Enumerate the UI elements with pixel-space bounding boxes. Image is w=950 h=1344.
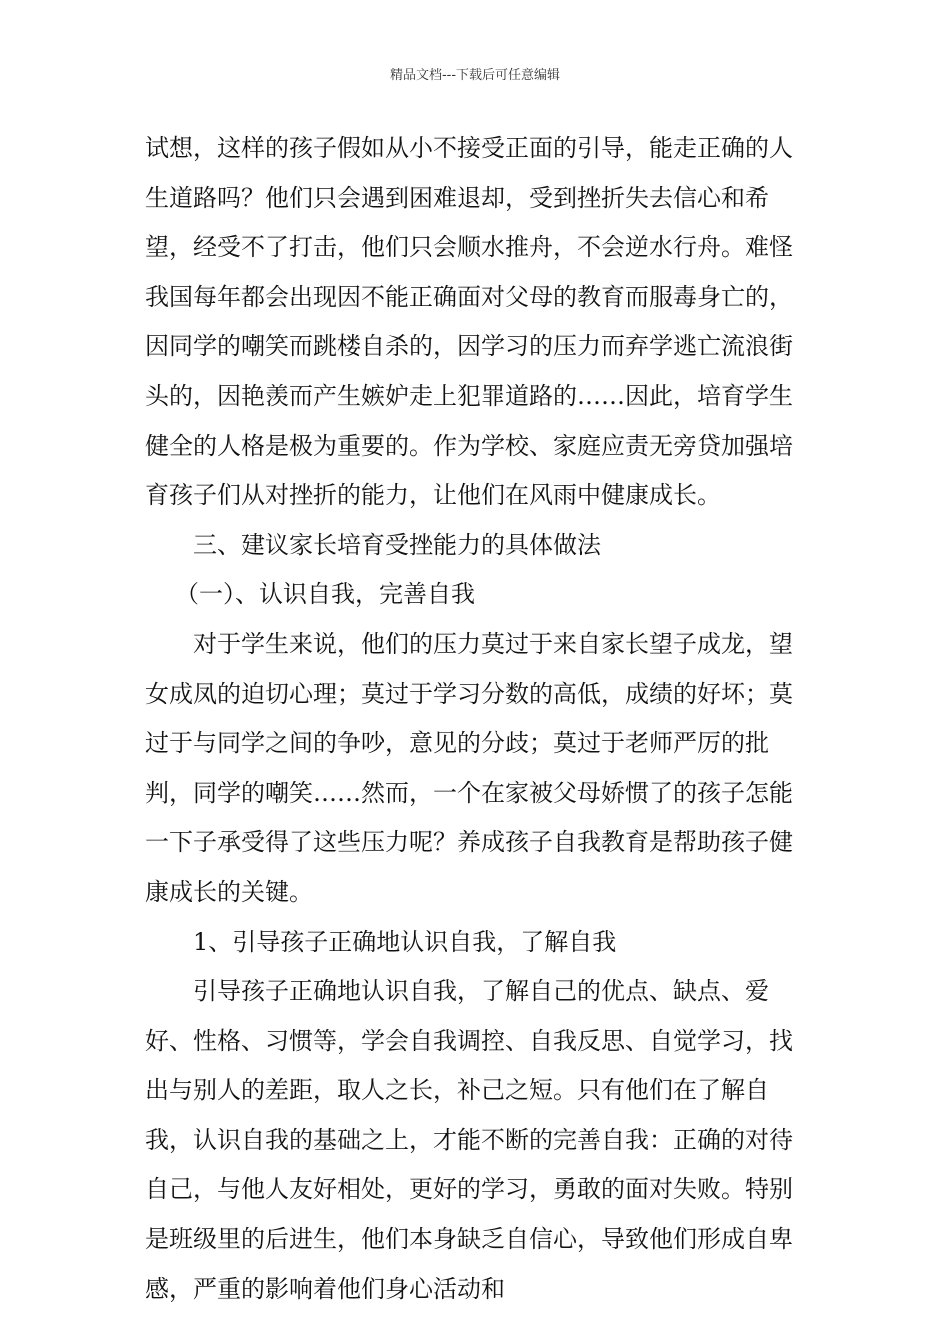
document-body — [145, 124, 815, 1314]
paragraph: 引导孩子正确地认识自我，了解自己的优点、缺点、爱好、性格、习惯等，学会自我调控、自我反思、自觉学习，找出与别人的差距，取人之长，补己之短。只有他们在了解自我，认识自我的基础之上，才能不断的完善自我：正确的对待自己，与他人友好相处，更好的学习，勇敢的面对失败。特别是班级里的后进生，他们本身缺乏自信心，导致他们形成自卑感，严重的影响着他们身心活动和 — [145, 977, 793, 1303]
subsection-heading: （一）、认识自我，完善自我 — [175, 580, 475, 609]
point-heading: 1、引导孩子正确地认识自我，了解自我 — [193, 927, 617, 956]
paragraph: 对于学生来说，他们的压力莫过于来自家长望子成龙，望女成凤的迫切心理；莫过于学习分数的高低，成绩的好坏；莫过于与同学之间的争吵，意见的分歧；莫过于老师严厉的批判，同学的嘲笑……然而，一个在家被父母娇惯了的孩子怎能一下子承受得了这些压力呢？养成孩子自我教育是帮助孩子健康成长的关键。 — [145, 629, 793, 906]
page-header: 精品文档---下载后可任意编辑 — [389, 68, 561, 83]
paragraph-continuation: 试想，这样的孩子假如从小不接受正面的引导，能走正确的人生道路吗？他们只会遇到困难退却，受到挫折失去信心和希望，经受不了打击，他们只会顺水推舟，不会逆水行舟。难怪我国每年都会出现因不能正确面对父母的教育而服毒身亡的，因同学的嘲笑而跳楼自杀的，因学习的压力而弃学逃亡流浪街头的，因艳羡而产生嫉妒走上犯罪道路的……因此，培育学生健全的人格是极为重要的。作为学校、家庭应责无旁贷加强培育孩子们从对挫折的能力，让他们在风雨中健康成长。 — [145, 134, 793, 510]
section-heading: 三、建议家长培育受挫能力的具体做法 — [193, 530, 601, 559]
